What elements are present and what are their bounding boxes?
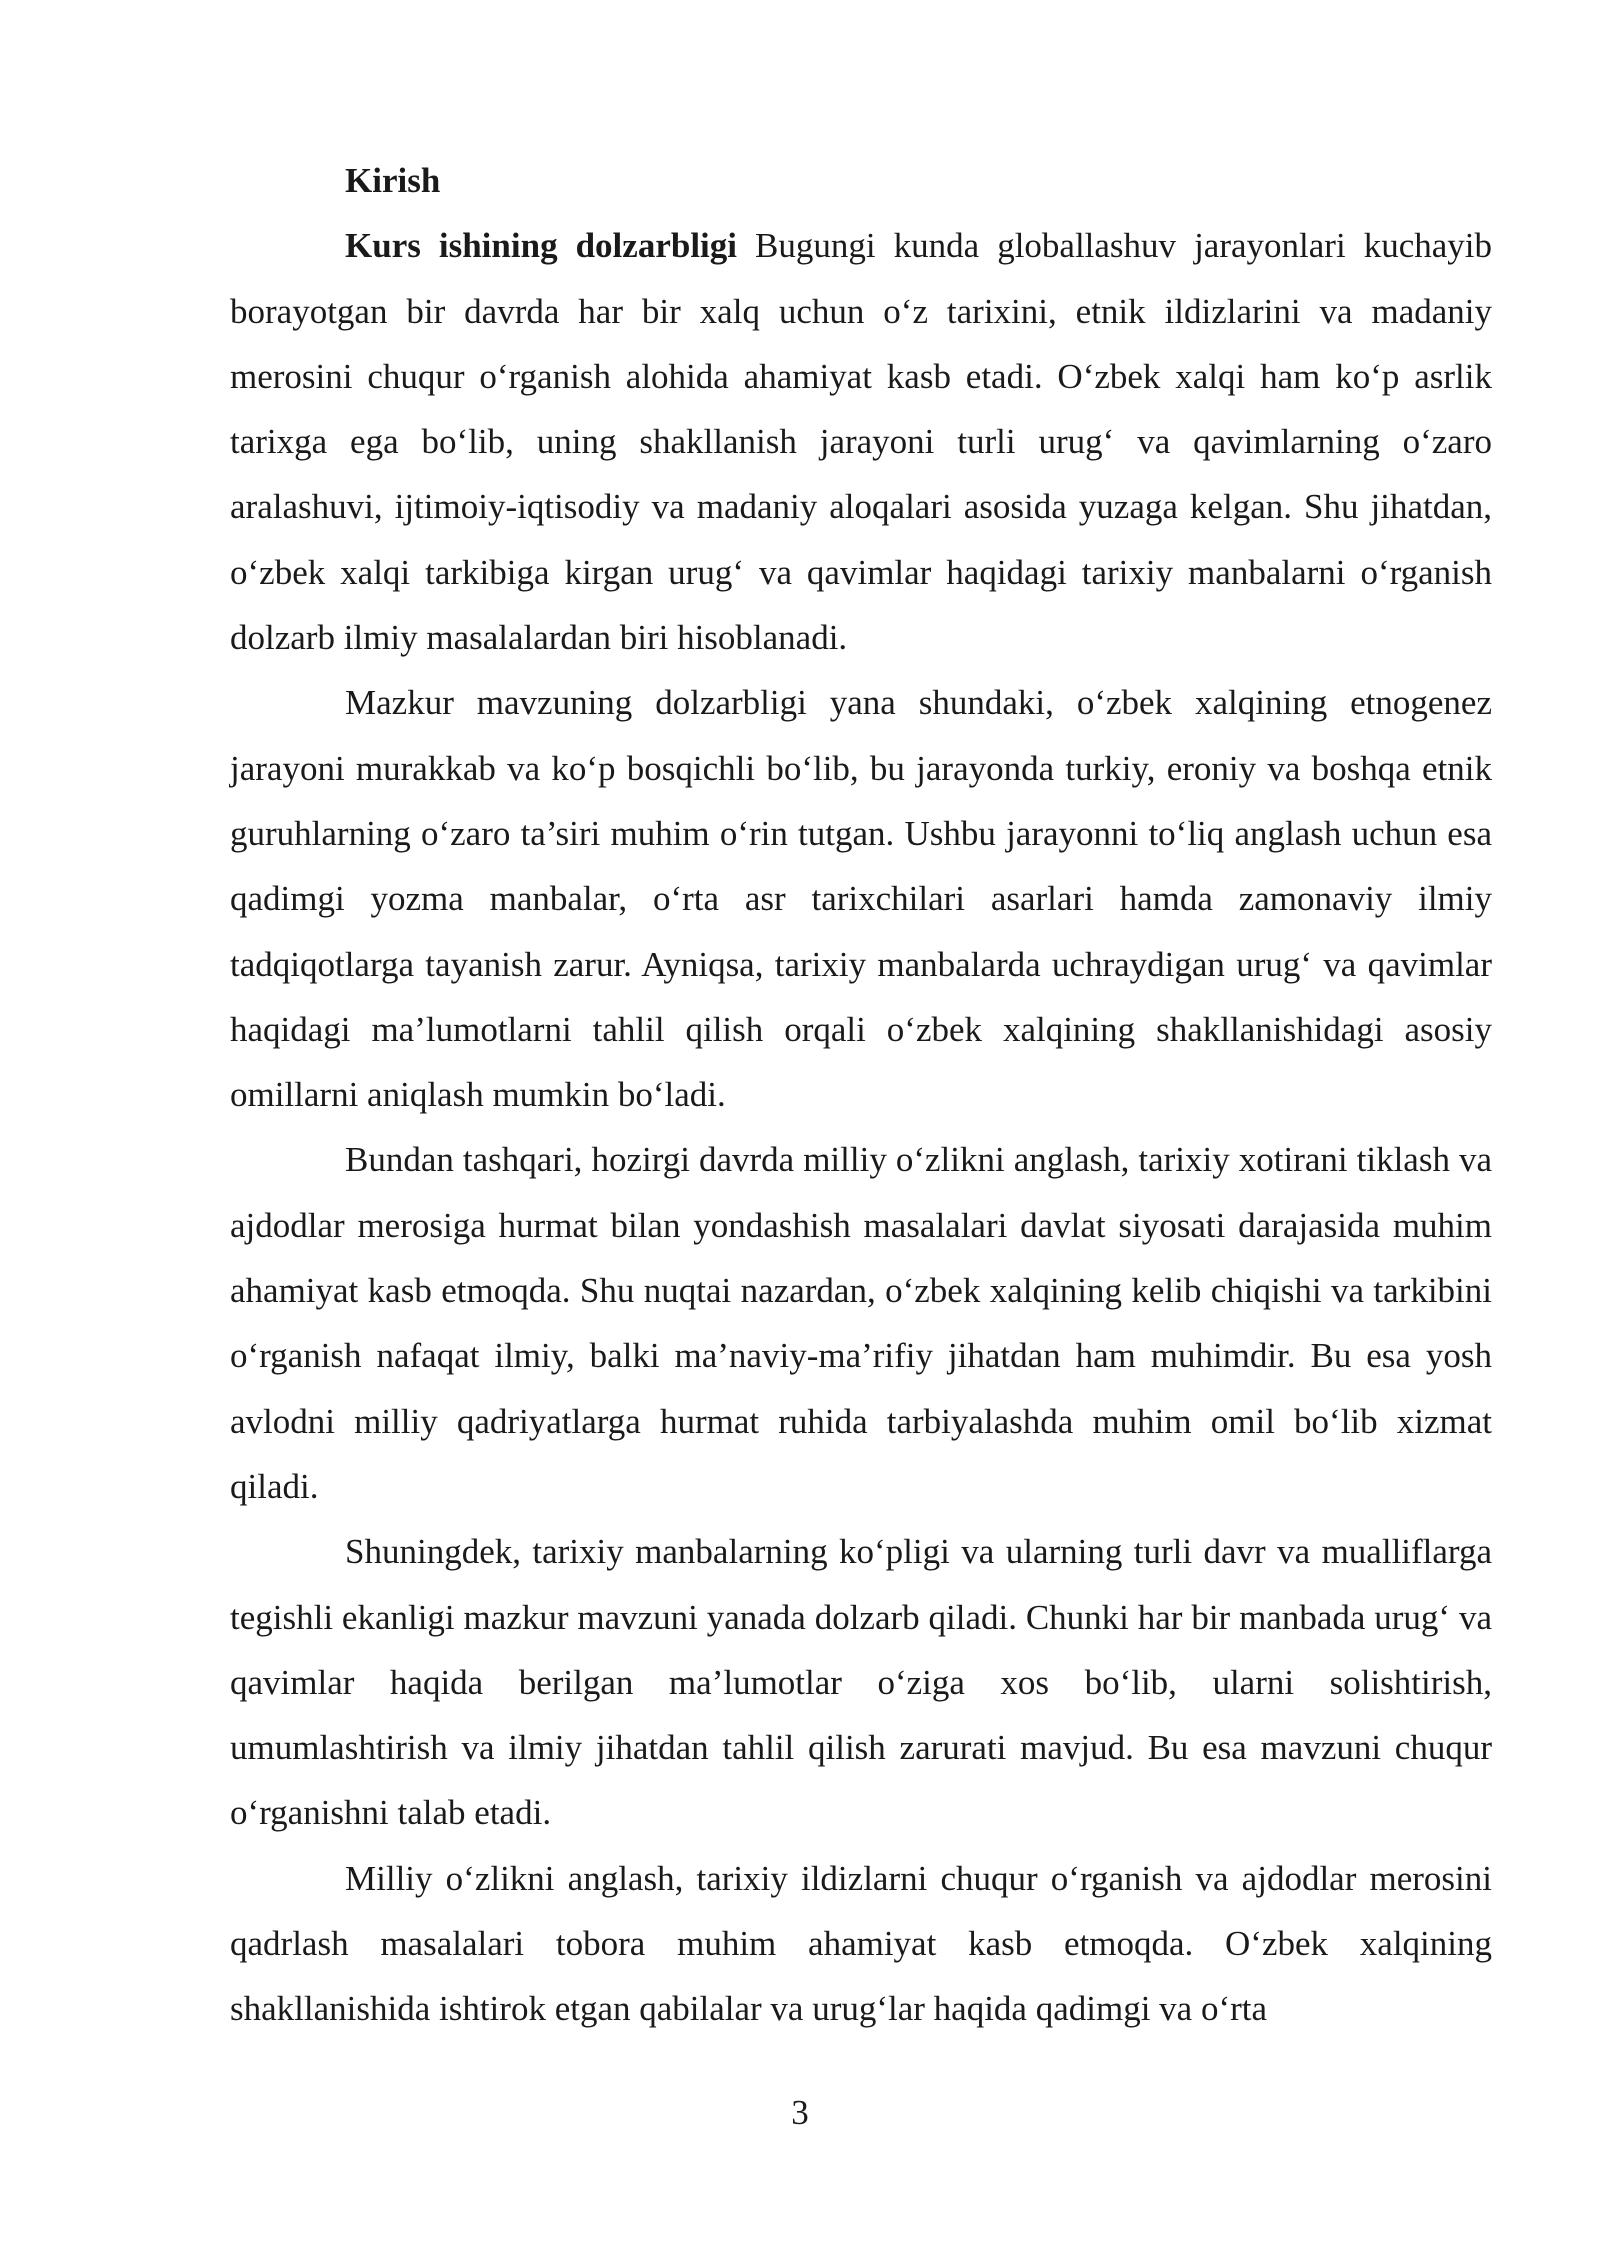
paragraph-lead: Kurs ishining dolzarbligi [345,226,737,266]
page-number: 3 [791,2093,809,2132]
paragraph-text: Bundan tashqari, hozirgi davrda milliy o‘zlikni anglash, tarixiy xotirani tiklash va ajdodlar merosiga hurmat bilan yondashish masalalari davlat siyosati darajasida muhim ahamiyat kasb etmoqda. Shu nuqtai nazardan, o‘zbek xalqining kelib chiqishi va tarkibini o‘rganish nafaqat ilmiy, balki ma’naviy-ma’rifiy jihatdan ham muhimdir. Bu esa yosh avlodni milliy qadriyatlarga hurmat ruhida tarbiyalashda muhim omil bo‘lib xizmat qiladi. [230,1140,1492,1506]
paragraph-relevance [230,213,1492,670]
section-heading: Kirish [345,161,441,200]
paragraph-text: Shuningdek, tarixiy manbalarning ko‘pligi va ularning turli davr va mualliflarga tegishli ekanligi mazkur mavzuni yanada dolzarb qiladi. Chunki har bir manbada urug‘ va qavimlar haqida berilgan ma’lumotlar o‘ziga xos bo‘lib, ularni solishtirish, umumlashtirish va ilmiy jihatdan tahlil qilish zarurati mavjud. Bu esa mavzuni chuqur o‘rganishni talab etadi. [230,1532,1492,1833]
paragraph-sources [230,1519,1492,1845]
body-text [230,148,1492,2042]
paragraph-text: Milliy o‘zlikni anglash, tarixiy ildizlarni chuqur o‘rganish va ajdodlar merosini qadrlash masalalari tobora muhim ahamiyat kasb etmoqda. O‘zbek xalqining shakllanishida ishtirok etgan qabilalar va urug‘lar haqida qadimgi va o‘rta [230,1858,1492,2029]
paragraph-national-identity [230,1127,1492,1519]
paragraph-text: Mazkur mavzuning dolzarbligi yana shundaki, o‘zbek xalqining etnogenez jarayoni murakkab va ko‘p bosqichli bo‘lib, bu jarayonda turkiy, eroniy va boshqa etnik guruhlarning o‘zaro ta’siri muhim o‘rin tutgan. Ushbu jarayonni to‘liq anglash uchun esa qadimgi yozma manbalar, o‘rta asr tarixchilari asarlari hamda zamonaviy ilmiy tadqiqotlarga tayanish zarur. Ayniqsa, tarixiy manbalarda uchraydigan urug‘ va qavimlar haqidagi ma’lumotlarni tahlil qilish orqali o‘zbek xalqining shakllanishidagi asosiy omillarni aniqlash mumkin bo‘ladi. [230,683,1492,1115]
paragraph-ethnogenesis [230,670,1492,1127]
paragraph-continued [230,1846,1492,2042]
paragraph-text: Bugungi kunda globallashuv jarayonlari kuchayib borayotgan bir davrda har bir xalq uchun o‘z tarixini, etnik ildizlarini va madaniy merosini chuqur o‘rganish alohida ahamiyat kasb etadi. O‘zbek xalqi ham ko‘p asrlik tarixga ega bo‘lib, uning shakllanish jarayoni turli urug‘ va qavimlarning o‘zaro aralashuvi, ijtimoiy-iqtisodiy va madaniy aloqalari asosida yuzaga kelgan. Shu jihatdan, o‘zbek xalqi tarkibiga kirgan urug‘ va qavimlar haqidagi tarixiy manbalarni o‘rganish dolzarb ilmiy masalalardan biri hisoblanadi. [230,226,1492,658]
